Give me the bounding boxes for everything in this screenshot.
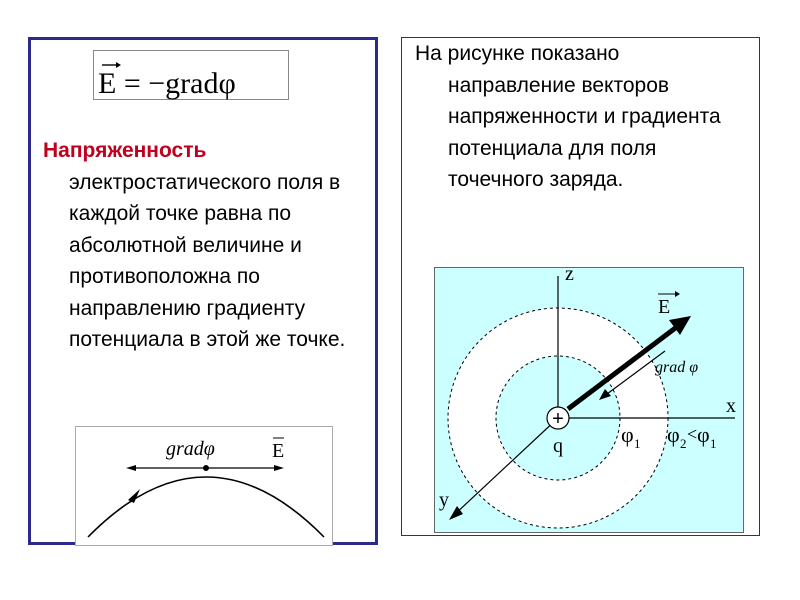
field-line-svg: [76, 427, 334, 547]
charge-sign: +: [552, 408, 564, 430]
phi1-subscript: 1: [634, 436, 641, 451]
right-paragraph: [415, 38, 755, 196]
field-line-illustration: [75, 426, 333, 546]
formula-text: E = −gradφ: [98, 67, 236, 100]
right-panel: [401, 37, 760, 536]
point-charge-diagram: [434, 267, 744, 533]
y-axis-label: y: [439, 489, 449, 511]
paragraph-first-line: На рисунке показано: [415, 42, 620, 65]
formula-box: [93, 50, 289, 100]
grad-label: gradφ: [166, 438, 215, 460]
grad-arrowhead: [126, 465, 136, 471]
grad-label: grad φ: [655, 359, 699, 376]
e-label: E: [272, 440, 285, 462]
paragraph-body: направление векторов напряженности и градиента потенциала для поля точечного заряда.: [448, 73, 721, 191]
e-vector-label: E: [658, 296, 671, 318]
e-arrowhead: [274, 465, 284, 471]
formula-graphic: [94, 51, 290, 101]
z-axis-label: z: [565, 268, 574, 285]
inequality-sign: <: [687, 424, 698, 444]
paragraph-lead-word: Напряженность: [43, 139, 207, 162]
paragraph-body: электростатического поля в каждой точке равна по абсолютной величине и противоположна по направлению градиенту потенциала в этой же точке.: [69, 170, 346, 351]
inequality-phi1: φ: [697, 422, 710, 447]
left-panel: [28, 37, 378, 545]
inequality-phi2: φ: [667, 422, 680, 447]
field-curve: [88, 477, 324, 537]
x-axis-label: x: [726, 395, 736, 417]
charge-label: q: [553, 435, 563, 457]
phi1-label: φ: [621, 422, 634, 447]
inequality-phi1-subscript: 1: [710, 436, 717, 451]
inequality-phi2-subscript: 2: [680, 436, 687, 451]
e-vector-mark-head: [675, 291, 680, 297]
point-charge-svg: [435, 268, 745, 534]
left-paragraph: [43, 135, 373, 356]
